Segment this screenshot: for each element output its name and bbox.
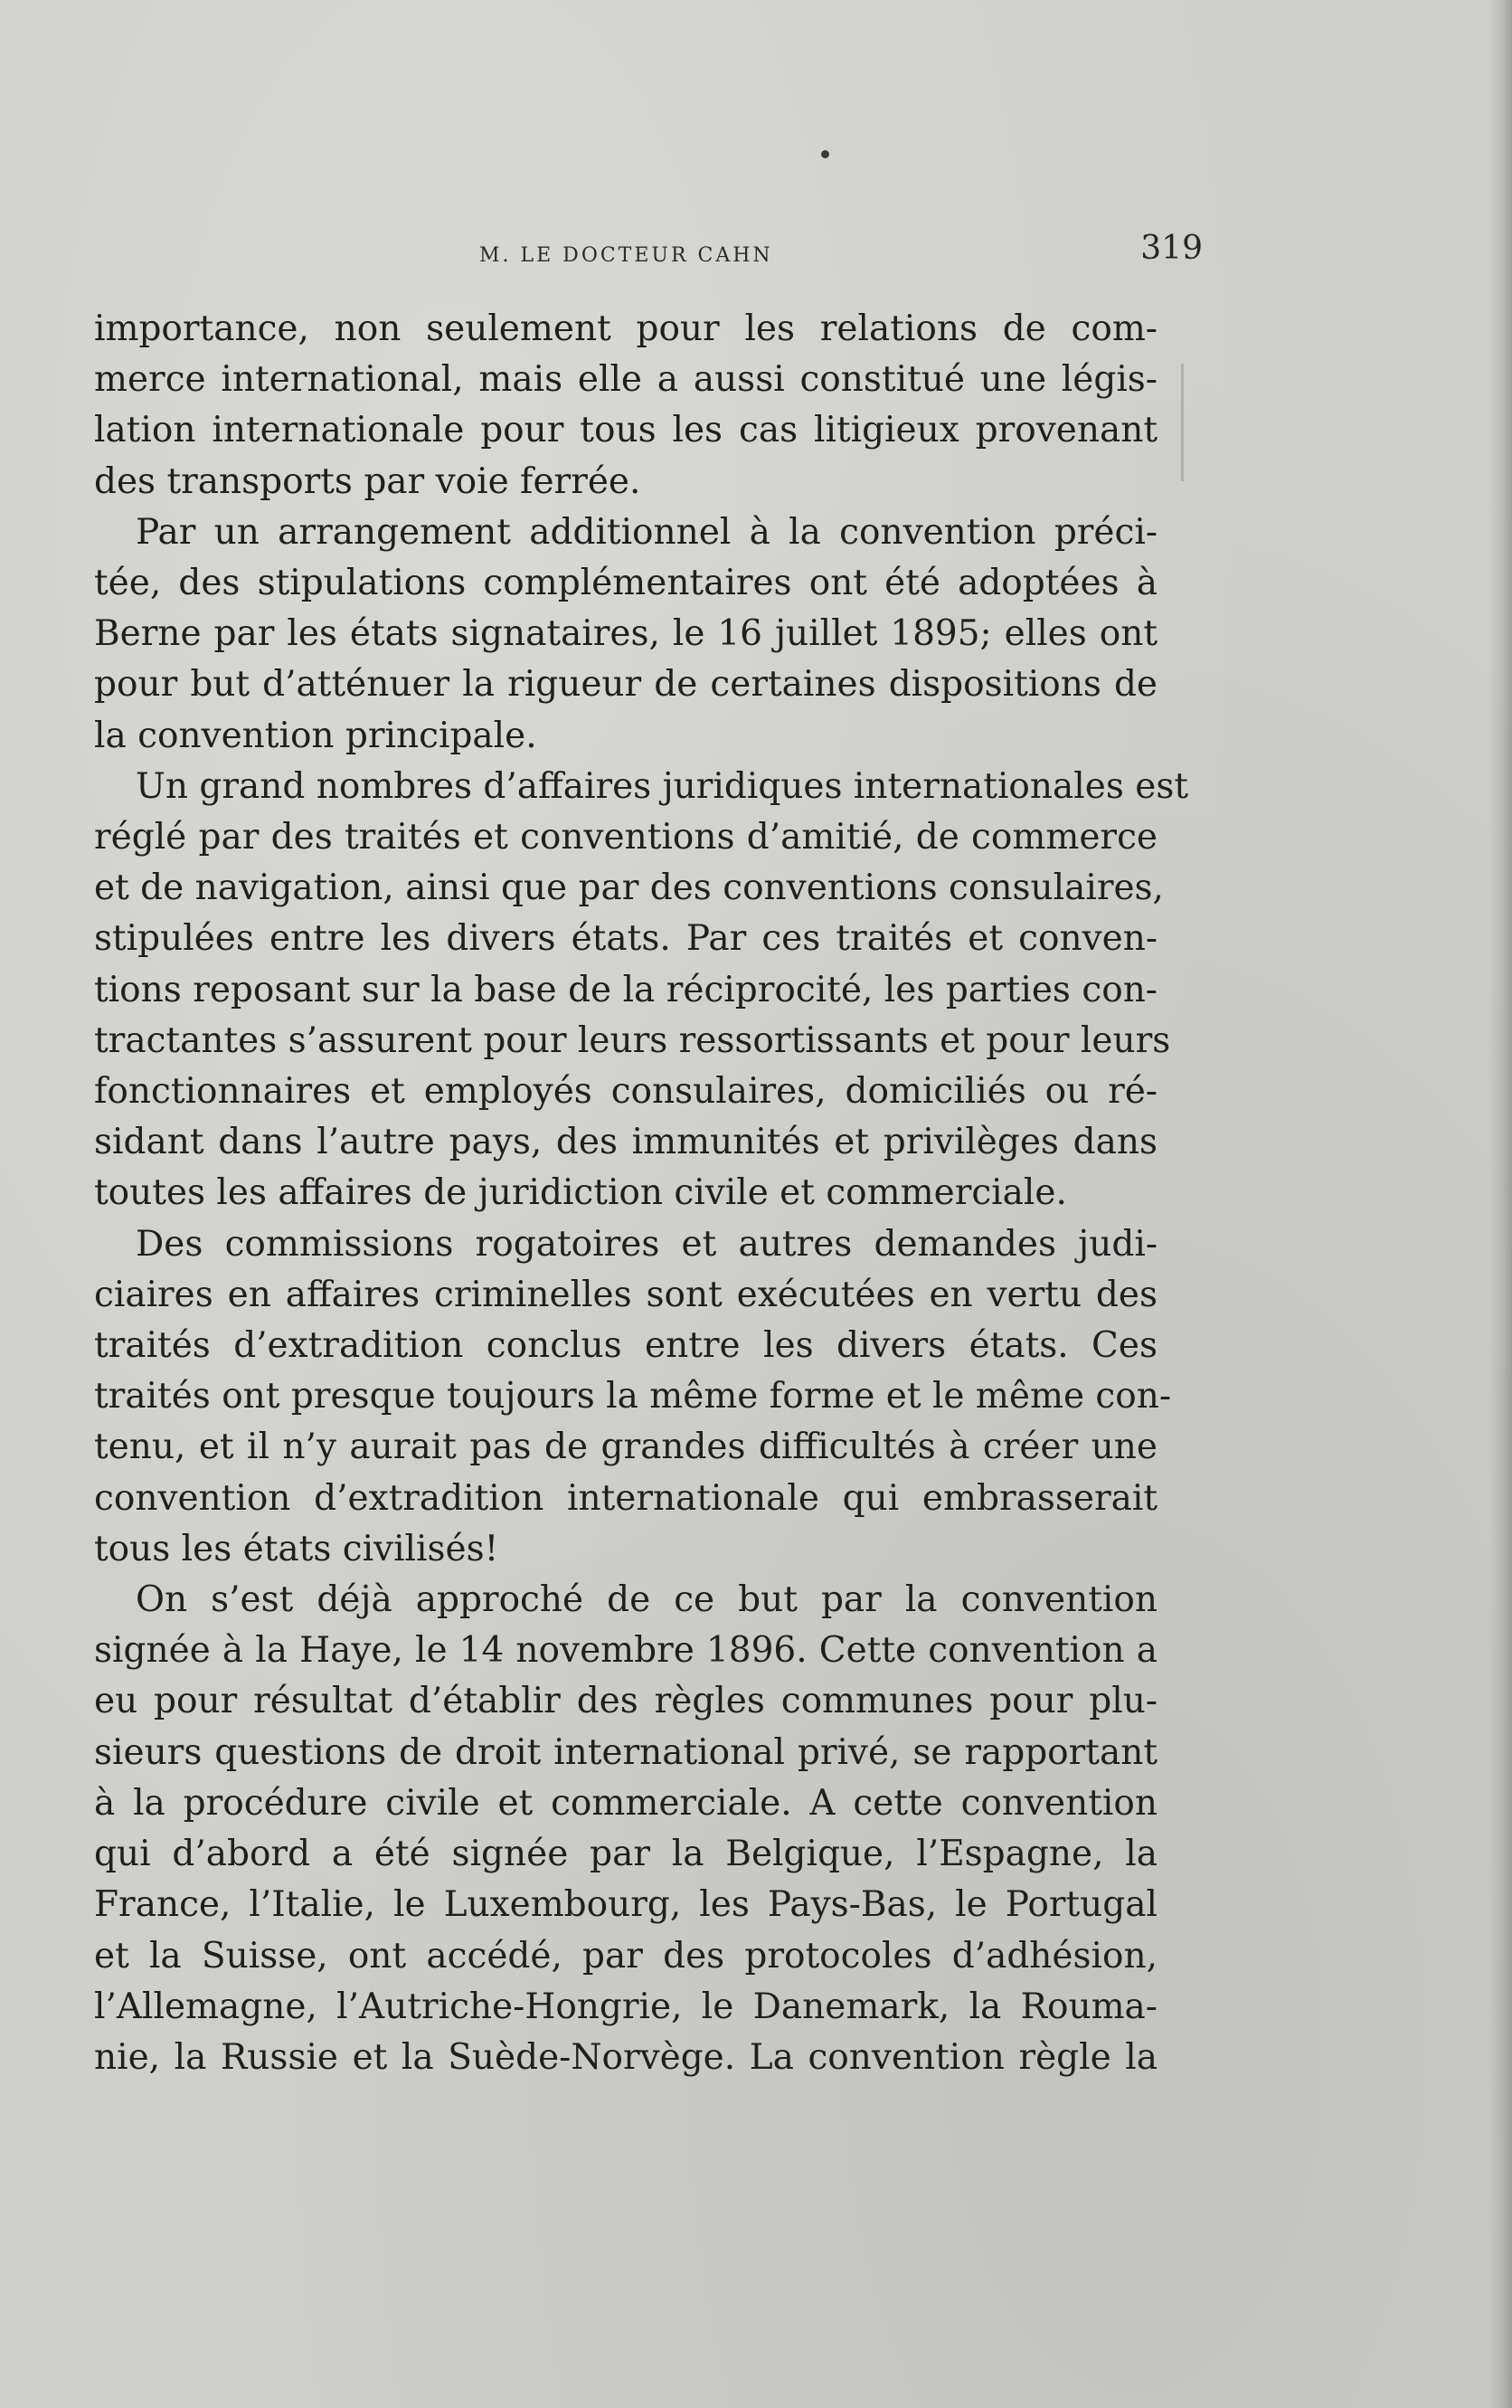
text-line: eu pour résultat d’établir des règles communes pour plu- xyxy=(94,1681,1158,1722)
running-head: M. LE DOCTEUR CAHN xyxy=(479,244,773,267)
text-line: Par un arrangement additionnel à la convention préci- xyxy=(136,511,1158,553)
text-line: fonctionnaires et employés consulaires, domiciliés ou ré- xyxy=(94,1071,1158,1113)
text-line: à la procédure civile et commerciale. A cette convention xyxy=(94,1782,1158,1824)
body-text xyxy=(94,304,1189,2083)
text-line: et de navigation, ainsi que par des conventions consulaires, xyxy=(94,867,1164,909)
text-line: On s’est déjà approché de ce but par la convention xyxy=(136,1579,1158,1621)
text-line: lation internationale pour tous les cas litigieux provenant xyxy=(94,410,1158,451)
text-line: tractantes s’assurent pour leurs ressortissants et pour leurs xyxy=(94,1019,1171,1061)
page-edge-shadow xyxy=(1488,0,1512,2408)
text-line: importance, non seulement pour les relations de com- xyxy=(94,308,1158,349)
text-line: tions reposant sur la base de la réciprocité, les parties con- xyxy=(94,969,1158,1010)
text-line: sidant dans l’autre pays, des immunités et privilèges dans xyxy=(94,1122,1158,1163)
text-line: et la Suisse, ont accédé, par des protocoles d’adhésion, xyxy=(94,1935,1158,1977)
text-line: tenu, et il n’y aurait pas de grandes difficultés à créer une xyxy=(94,1427,1158,1468)
text-line: Des commissions rogatoires et autres demandes judi- xyxy=(136,1223,1158,1265)
margin-mark xyxy=(1181,364,1184,481)
text-line: signée à la Haye, le 14 novembre 1896. Cette convention a xyxy=(94,1630,1158,1672)
text-line: tous les états civilisés! xyxy=(94,1528,499,1569)
text-line: des transports par voie ferrée. xyxy=(94,460,641,502)
text-line: convention d’extradition internationale qui embrasserait xyxy=(94,1477,1158,1519)
page-number: 319 xyxy=(1140,230,1203,267)
text-line: traités ont presque toujours la même forme et le même con- xyxy=(94,1376,1172,1417)
text-line: tée, des stipulations complémentaires ont été adoptées à xyxy=(94,563,1158,604)
text-line: pour but d’atténuer la rigueur de certaines dispositions de xyxy=(94,664,1158,706)
text-line: traités d’extradition conclus entre les divers états. Ces xyxy=(94,1325,1158,1367)
text-line: merce international, mais elle a aussi constitué une légis- xyxy=(94,359,1158,401)
text-line: l’Allemagne, l’Autriche-Hongrie, le Danemark, la Rouma- xyxy=(94,1986,1158,2027)
text-line: Un grand nombres d’affaires juridiques internationales est xyxy=(136,765,1189,807)
text-line: stipulées entre les divers états. Par ces traités et conven- xyxy=(94,918,1158,960)
text-line: réglé par des traités et conventions d’amitié, de commerce xyxy=(94,817,1158,858)
text-line: France, l’Italie, le Luxembourg, les Pays-Bas, le Portugal xyxy=(94,1884,1158,1926)
text-line: Berne par les états signataires, le 16 juillet 1895; elles ont xyxy=(94,613,1158,655)
text-line: ciaires en affaires criminelles sont exécutées en vertu des xyxy=(94,1274,1158,1315)
text-line: la convention principale. xyxy=(94,715,537,756)
ink-speck xyxy=(821,150,829,158)
text-line: sieurs questions de droit international privé, se rapportant xyxy=(94,1731,1158,1773)
text-line: qui d’abord a été signée par la Belgique, l’Espagne, la xyxy=(94,1834,1158,1875)
text-line: toutes les affaires de juridiction civile et commerciale. xyxy=(94,1172,1067,1214)
text-line: nie, la Russie et la Suède-Norvège. La convention règle la xyxy=(94,2036,1158,2078)
